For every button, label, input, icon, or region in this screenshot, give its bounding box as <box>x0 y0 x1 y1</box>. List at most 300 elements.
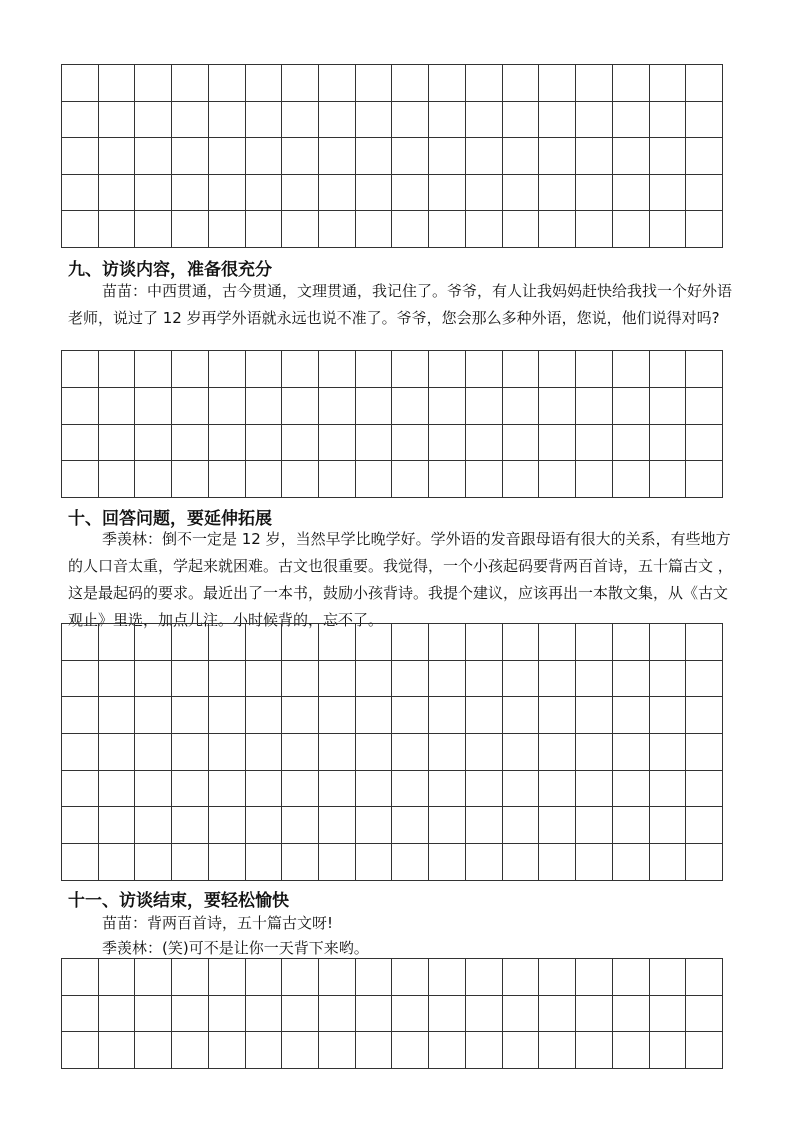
grid-cell <box>686 461 723 498</box>
grid-cell <box>246 697 283 734</box>
grid-cell <box>576 65 613 102</box>
grid-cell <box>392 734 429 771</box>
grid-cell <box>135 624 172 661</box>
grid-cell <box>62 844 99 881</box>
dialogue-miaomiao-1: 苗苗：中西贯通，古今贯通，文理贯通，我记住了。爷爷，有人让我妈妈赶快给我找一个好外语老师，说过了 12 岁再学外语就永远也说不准了。爷爷，您会那么多种外语，您说，他们说得对吗? <box>68 282 733 327</box>
grid-cell <box>503 461 540 498</box>
grid-cell <box>539 388 576 425</box>
grid-cell <box>246 175 283 212</box>
grid-cell <box>172 351 209 388</box>
grid-cell <box>282 138 319 175</box>
grid-cell <box>282 351 319 388</box>
grid-cell <box>650 211 687 248</box>
grid-cell <box>319 65 356 102</box>
grid-cell <box>246 388 283 425</box>
grid-cell <box>613 388 650 425</box>
grid-cell <box>356 996 393 1033</box>
grid-cell <box>503 771 540 808</box>
grid-cell <box>246 425 283 462</box>
grid-cell <box>356 624 393 661</box>
grid-cell <box>319 844 356 881</box>
grid-cell <box>246 624 283 661</box>
grid-cell <box>209 211 246 248</box>
grid-cell <box>62 996 99 1033</box>
grid-cell <box>62 697 99 734</box>
grid-cell <box>246 844 283 881</box>
dialogue-miaomiao-2: 苗苗：背两百首诗，五十篇古文呀! <box>102 914 334 932</box>
grid-cell <box>650 844 687 881</box>
writing-grid-1 <box>61 64 723 248</box>
grid-cell <box>62 65 99 102</box>
grid-cell <box>209 351 246 388</box>
grid-cell <box>613 425 650 462</box>
grid-cell <box>135 211 172 248</box>
grid-cell <box>319 1032 356 1069</box>
grid-cell <box>62 624 99 661</box>
grid-cell <box>99 388 136 425</box>
grid-cell <box>539 734 576 771</box>
grid-cell <box>99 771 136 808</box>
grid-cell <box>99 959 136 996</box>
grid-cell <box>686 425 723 462</box>
grid-cell <box>62 661 99 698</box>
grid-cell <box>650 175 687 212</box>
grid-cell <box>209 771 246 808</box>
grid-cell <box>613 734 650 771</box>
grid-cell <box>613 351 650 388</box>
grid-cell <box>576 661 613 698</box>
section-heading-11: 十一、访谈结束，要轻松愉快 <box>68 891 289 911</box>
grid-cell <box>686 844 723 881</box>
grid-cell <box>576 771 613 808</box>
grid-cell <box>135 959 172 996</box>
writing-grid-3 <box>61 623 723 881</box>
grid-cell <box>429 138 466 175</box>
grid-cell <box>135 65 172 102</box>
grid-cell <box>282 425 319 462</box>
grid-cell <box>576 351 613 388</box>
grid-cell <box>539 624 576 661</box>
grid-cell <box>99 425 136 462</box>
grid-cell <box>503 734 540 771</box>
grid-cell <box>356 138 393 175</box>
grid-cell <box>392 771 429 808</box>
grid-cell <box>576 624 613 661</box>
grid-cell <box>686 138 723 175</box>
dialogue-jixianlin-2: 季羡林：(笑)可不是让你一天背下来哟。 <box>102 939 369 957</box>
grid-cell <box>392 661 429 698</box>
grid-cell <box>503 138 540 175</box>
grid-cell <box>466 959 503 996</box>
grid-cell <box>99 65 136 102</box>
grid-cell <box>392 102 429 139</box>
grid-cell <box>319 734 356 771</box>
grid-cell <box>135 425 172 462</box>
grid-cell <box>209 175 246 212</box>
grid-cell <box>99 996 136 1033</box>
grid-cell <box>613 624 650 661</box>
grid-cell <box>209 624 246 661</box>
grid-cell <box>62 175 99 212</box>
grid-cell <box>282 1032 319 1069</box>
grid-cell <box>62 959 99 996</box>
grid-cell <box>503 959 540 996</box>
grid-cell <box>429 996 466 1033</box>
grid-cell <box>246 734 283 771</box>
grid-cell <box>209 697 246 734</box>
grid-cell <box>613 102 650 139</box>
grid-cell <box>135 996 172 1033</box>
grid-cell <box>172 734 209 771</box>
grid-cell <box>246 351 283 388</box>
grid-cell <box>62 102 99 139</box>
grid-cell <box>613 996 650 1033</box>
grid-cell <box>576 175 613 212</box>
grid-cell <box>246 102 283 139</box>
grid-cell <box>282 175 319 212</box>
grid-cell <box>650 102 687 139</box>
grid-cell <box>576 388 613 425</box>
grid-cell <box>246 65 283 102</box>
grid-cell <box>503 996 540 1033</box>
grid-cell <box>62 351 99 388</box>
grid-cell <box>539 1032 576 1069</box>
grid-cell <box>135 807 172 844</box>
grid-cell <box>576 734 613 771</box>
grid-cell <box>246 807 283 844</box>
grid-cell <box>650 388 687 425</box>
grid-cell <box>62 461 99 498</box>
grid-cell <box>172 388 209 425</box>
grid-cell <box>319 211 356 248</box>
grid-cell <box>576 425 613 462</box>
grid-cell <box>135 175 172 212</box>
grid-cell <box>466 844 503 881</box>
grid-cell <box>686 388 723 425</box>
section-heading-10: 十、回答问题，要延伸拓展 <box>68 509 272 529</box>
grid-cell <box>429 388 466 425</box>
grid-cell <box>282 771 319 808</box>
grid-cell <box>503 807 540 844</box>
grid-cell <box>539 661 576 698</box>
grid-cell <box>319 624 356 661</box>
grid-cell <box>539 425 576 462</box>
grid-cell <box>686 102 723 139</box>
grid-cell <box>172 959 209 996</box>
grid-cell <box>576 1032 613 1069</box>
grid-cell <box>686 175 723 212</box>
grid-cell <box>319 388 356 425</box>
grid-cell <box>246 959 283 996</box>
grid-cell <box>539 351 576 388</box>
grid-cell <box>429 175 466 212</box>
grid-cell <box>209 388 246 425</box>
grid-cell <box>392 351 429 388</box>
grid-cell <box>356 211 393 248</box>
grid-cell <box>576 102 613 139</box>
grid-cell <box>209 425 246 462</box>
grid-cell <box>319 697 356 734</box>
grid-cell <box>613 461 650 498</box>
grid-cell <box>539 697 576 734</box>
grid-cell <box>246 771 283 808</box>
grid-cell <box>466 425 503 462</box>
grid-cell <box>319 807 356 844</box>
grid-cell <box>613 138 650 175</box>
grid-cell <box>392 807 429 844</box>
grid-cell <box>466 138 503 175</box>
grid-cell <box>429 351 466 388</box>
grid-cell <box>392 461 429 498</box>
grid-cell <box>282 697 319 734</box>
grid-cell <box>282 65 319 102</box>
grid-cell <box>356 734 393 771</box>
grid-cell <box>319 425 356 462</box>
grid-cell <box>62 734 99 771</box>
grid-cell <box>246 138 283 175</box>
grid-cell <box>576 959 613 996</box>
grid-cell <box>99 461 136 498</box>
grid-cell <box>613 807 650 844</box>
grid-cell <box>282 102 319 139</box>
grid-cell <box>209 996 246 1033</box>
grid-cell <box>172 425 209 462</box>
grid-cell <box>99 351 136 388</box>
grid-cell <box>135 102 172 139</box>
grid-cell <box>576 996 613 1033</box>
grid-cell <box>319 461 356 498</box>
grid-cell <box>429 211 466 248</box>
grid-cell <box>466 771 503 808</box>
grid-cell <box>209 461 246 498</box>
grid-cell <box>62 771 99 808</box>
grid-cell <box>172 624 209 661</box>
grid-cell <box>392 175 429 212</box>
grid-cell <box>282 807 319 844</box>
grid-cell <box>650 771 687 808</box>
grid-cell <box>99 661 136 698</box>
grid-cell <box>392 211 429 248</box>
grid-cell <box>209 138 246 175</box>
grid-cell <box>503 175 540 212</box>
grid-cell <box>539 138 576 175</box>
grid-cell <box>503 388 540 425</box>
grid-cell <box>686 65 723 102</box>
grid-cell <box>466 807 503 844</box>
grid-cell <box>209 1032 246 1069</box>
grid-cell <box>392 1032 429 1069</box>
grid-cell <box>503 102 540 139</box>
grid-cell <box>576 211 613 248</box>
grid-cell <box>135 138 172 175</box>
grid-cell <box>576 697 613 734</box>
grid-cell <box>613 959 650 996</box>
grid-cell <box>650 734 687 771</box>
section-heading-9: 九、访谈内容，准备很充分 <box>68 260 272 280</box>
grid-cell <box>356 697 393 734</box>
grid-cell <box>62 1032 99 1069</box>
grid-cell <box>356 661 393 698</box>
grid-cell <box>613 844 650 881</box>
grid-cell <box>392 624 429 661</box>
grid-cell <box>319 102 356 139</box>
grid-cell <box>429 461 466 498</box>
grid-cell <box>246 1032 283 1069</box>
grid-cell <box>539 211 576 248</box>
grid-cell <box>135 697 172 734</box>
grid-cell <box>319 138 356 175</box>
grid-cell <box>392 138 429 175</box>
grid-cell <box>246 661 283 698</box>
grid-cell <box>319 771 356 808</box>
grid-cell <box>466 996 503 1033</box>
grid-cell <box>503 65 540 102</box>
grid-cell <box>539 771 576 808</box>
grid-cell <box>650 807 687 844</box>
grid-cell <box>392 844 429 881</box>
grid-cell <box>613 771 650 808</box>
grid-cell <box>613 1032 650 1069</box>
grid-cell <box>319 351 356 388</box>
grid-cell <box>539 65 576 102</box>
grid-cell <box>99 138 136 175</box>
grid-cell <box>686 697 723 734</box>
grid-cell <box>209 734 246 771</box>
grid-cell <box>209 661 246 698</box>
grid-cell <box>172 102 209 139</box>
grid-cell <box>172 661 209 698</box>
grid-cell <box>503 624 540 661</box>
grid-cell <box>62 388 99 425</box>
grid-cell <box>246 996 283 1033</box>
grid-cell <box>356 771 393 808</box>
grid-cell <box>539 807 576 844</box>
grid-cell <box>62 138 99 175</box>
grid-cell <box>686 211 723 248</box>
grid-cell <box>650 65 687 102</box>
grid-cell <box>429 697 466 734</box>
grid-cell <box>650 1032 687 1069</box>
grid-cell <box>356 175 393 212</box>
grid-cell <box>429 734 466 771</box>
grid-cell <box>429 807 466 844</box>
grid-cell <box>686 624 723 661</box>
grid-cell <box>613 175 650 212</box>
grid-cell <box>172 697 209 734</box>
grid-cell <box>686 1032 723 1069</box>
grid-cell <box>356 461 393 498</box>
grid-cell <box>466 65 503 102</box>
grid-cell <box>650 425 687 462</box>
grid-cell <box>356 959 393 996</box>
grid-cell <box>466 351 503 388</box>
grid-cell <box>466 388 503 425</box>
grid-cell <box>429 959 466 996</box>
grid-cell <box>466 661 503 698</box>
grid-cell <box>539 959 576 996</box>
grid-cell <box>135 351 172 388</box>
grid-cell <box>392 697 429 734</box>
grid-cell <box>613 697 650 734</box>
grid-cell <box>429 661 466 698</box>
grid-cell <box>172 175 209 212</box>
grid-cell <box>99 734 136 771</box>
grid-cell <box>392 959 429 996</box>
grid-cell <box>466 624 503 661</box>
grid-cell <box>282 461 319 498</box>
grid-cell <box>356 351 393 388</box>
grid-cell <box>650 138 687 175</box>
grid-cell <box>539 996 576 1033</box>
grid-cell <box>650 661 687 698</box>
grid-cell <box>99 211 136 248</box>
grid-cell <box>650 351 687 388</box>
grid-cell <box>613 65 650 102</box>
grid-cell <box>209 65 246 102</box>
grid-cell <box>319 175 356 212</box>
grid-cell <box>503 661 540 698</box>
grid-cell <box>429 1032 466 1069</box>
grid-cell <box>172 996 209 1033</box>
grid-cell <box>319 661 356 698</box>
grid-cell <box>429 65 466 102</box>
grid-cell <box>172 211 209 248</box>
grid-cell <box>503 211 540 248</box>
grid-cell <box>135 388 172 425</box>
grid-cell <box>135 734 172 771</box>
grid-cell <box>99 624 136 661</box>
grid-cell <box>172 1032 209 1069</box>
grid-cell <box>686 351 723 388</box>
grid-cell <box>392 996 429 1033</box>
grid-cell <box>539 102 576 139</box>
grid-cell <box>429 624 466 661</box>
grid-cell <box>503 425 540 462</box>
grid-cell <box>282 211 319 248</box>
grid-cell <box>135 461 172 498</box>
grid-cell <box>466 102 503 139</box>
writing-grid-4 <box>61 958 723 1069</box>
grid-cell <box>392 65 429 102</box>
grid-cell <box>99 102 136 139</box>
grid-cell <box>650 697 687 734</box>
grid-cell <box>356 388 393 425</box>
grid-cell <box>686 661 723 698</box>
grid-cell <box>282 959 319 996</box>
grid-cell <box>99 175 136 212</box>
grid-cell <box>172 138 209 175</box>
grid-cell <box>99 844 136 881</box>
grid-cell <box>356 807 393 844</box>
grid-cell <box>282 624 319 661</box>
grid-cell <box>686 734 723 771</box>
grid-cell <box>503 697 540 734</box>
grid-cell <box>172 844 209 881</box>
grid-cell <box>686 959 723 996</box>
grid-cell <box>576 807 613 844</box>
grid-cell <box>392 388 429 425</box>
grid-cell <box>172 807 209 844</box>
grid-cell <box>282 388 319 425</box>
grid-cell <box>172 771 209 808</box>
grid-cell <box>135 1032 172 1069</box>
grid-cell <box>466 697 503 734</box>
grid-cell <box>650 996 687 1033</box>
grid-cell <box>209 959 246 996</box>
grid-cell <box>356 844 393 881</box>
dialogue-jixianlin-1: 季羡林：倒不一定是 12 岁，当然早学比晚学好。学外语的发音跟母语有很大的关系，有些地方的人口音太重，学起来就困难。古文也很重要。我觉得，一个小孩起码要背两百首诗，五十篇古文 ，这是最起码的要求。最近出了一本书，鼓励小孩背诗。我提个建议，应该再出一本散文集，从《古文观止》里选，加点儿注。小时候背的，忘不了。 <box>68 530 733 629</box>
grid-cell <box>282 734 319 771</box>
